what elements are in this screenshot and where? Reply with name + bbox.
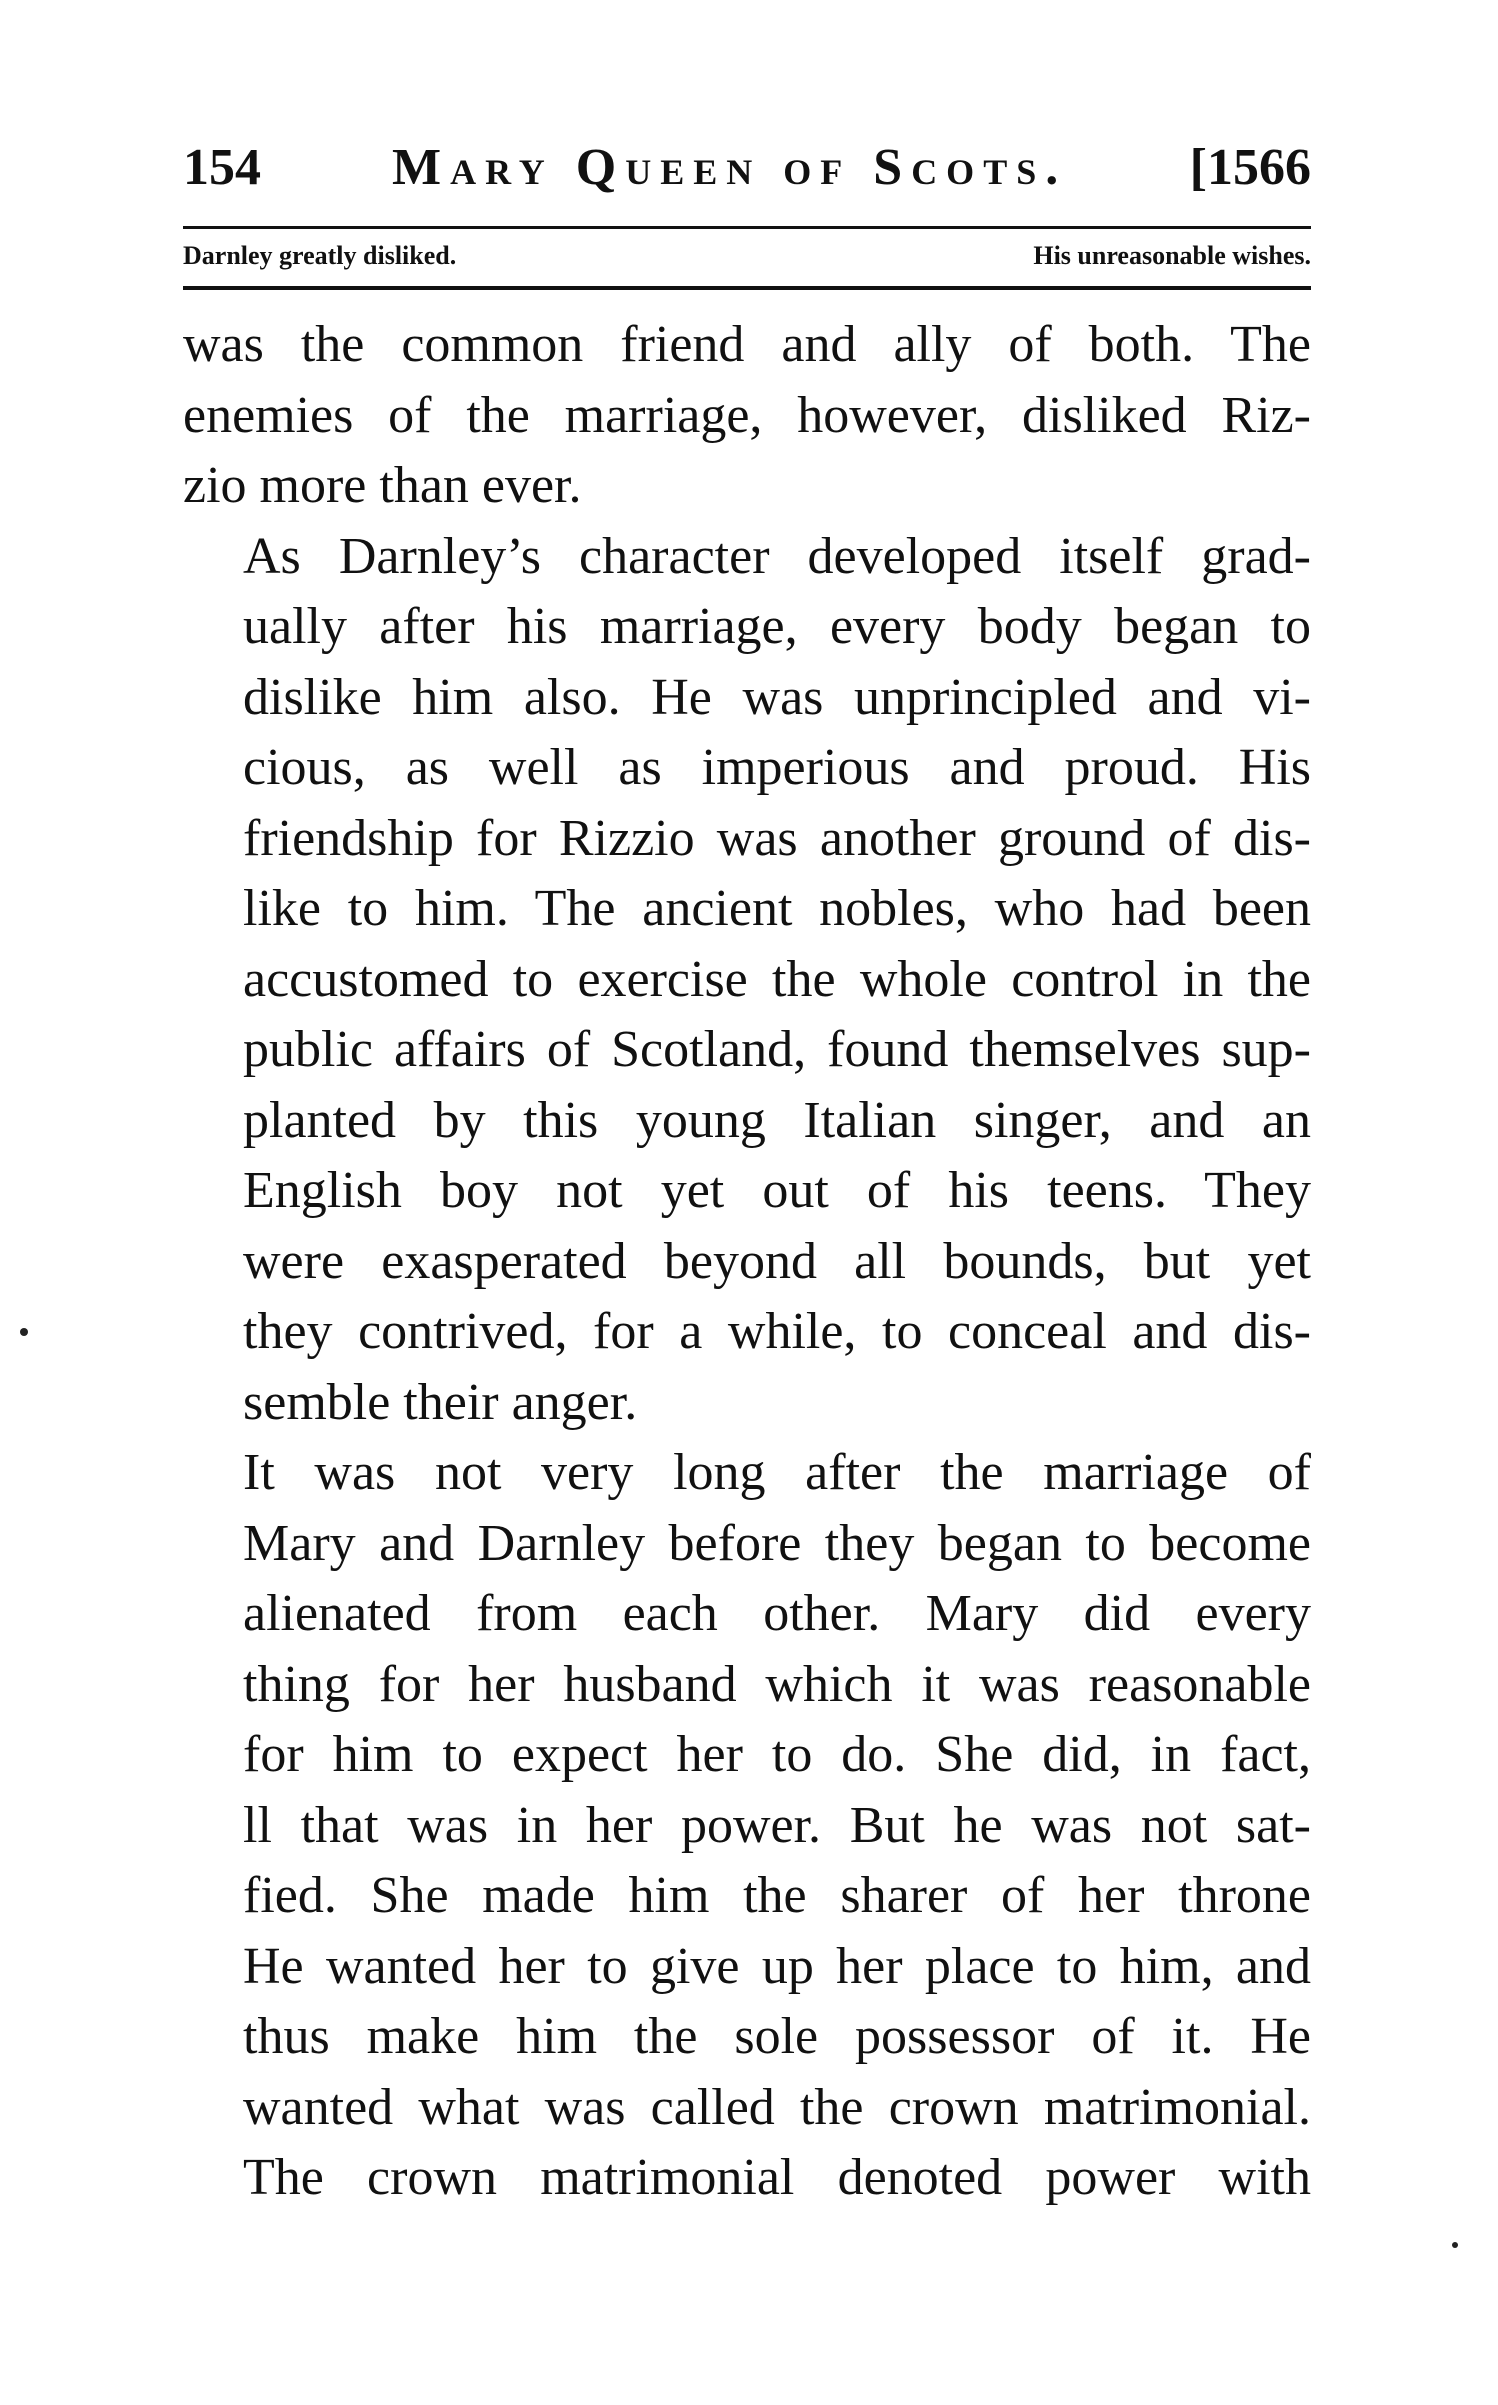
side-heading-left: Darnley greatly disliked. [183, 241, 457, 270]
side-headings [183, 236, 1311, 276]
text-line: they contrived, for a while, to conceal and dis- [243, 1303, 1311, 1360]
paragraph [183, 522, 1311, 1439]
running-head-year: [1566 [1189, 139, 1311, 196]
paragraph [183, 310, 1311, 522]
text-line: were exasperated beyond all bounds, but yet [243, 1232, 1311, 1290]
running-head [183, 128, 1311, 208]
text-line: Mary and Darnley before they began to become [243, 1514, 1311, 1572]
text-line: English boy not yet out of his teens. They [243, 1162, 1311, 1219]
text-line: It was not very long after the marriage of [243, 1444, 1311, 1501]
text-line: semble their anger. [243, 1373, 638, 1431]
header-rule-top [183, 226, 1311, 229]
text-line: He wanted her to give up her place to him, and [243, 1937, 1311, 1995]
text-line: The crown matrimonial denoted power with [243, 2149, 1311, 2206]
text-line: dislike him also. He was unprincipled and vi- [243, 668, 1311, 726]
text-line: As Darnley’s character developed itself grad- [243, 527, 1311, 585]
margin-speck [1452, 2242, 1458, 2248]
text-line: ually after his marriage, every body began to [243, 598, 1311, 655]
text-line: wanted what was called the crown matrimonial. [243, 2078, 1311, 2136]
text-line: thus make him the sole possessor of it. He [243, 2008, 1311, 2065]
text-line: like to him. The ancient nobles, who had been [243, 880, 1311, 937]
text-line: cious, as well as imperious and proud. His [243, 739, 1311, 796]
text-line: friendship for Rizzio was another ground of dis- [243, 809, 1311, 867]
text-line: accustomed to exercise the whole control in the [243, 950, 1311, 1008]
paragraph [183, 1438, 1311, 2214]
header-rule-bottom [183, 286, 1311, 290]
text-line: thing for her husband which it was reasonable [243, 1655, 1311, 1713]
text-line: fied. She made him the sharer of her throne [243, 1867, 1311, 1924]
text-line: enemies of the marriage, however, disliked Riz- [183, 386, 1311, 444]
text-line: zio more than ever. [183, 457, 582, 514]
body-text [183, 310, 1311, 2214]
text-line: planted by this young Italian singer, and an [243, 1091, 1311, 1149]
margin-speck [20, 1328, 28, 1336]
side-heading-right: His unreasonable wishes. [1033, 241, 1311, 270]
text-line: for him to expect her to do. She did, in fact, [243, 1726, 1311, 1783]
page-number: 154 [183, 139, 261, 196]
book-title: Mary Queen of Scots. [392, 139, 1068, 196]
text-line: was the common friend and ally of both. The [183, 316, 1311, 373]
text-line: public affairs of Scotland, found themselves sup- [243, 1021, 1311, 1078]
text-line: alienated from each other. Mary did every [243, 1585, 1311, 1642]
text-line: ll that was in her power. But he was not sat- [243, 1796, 1311, 1854]
